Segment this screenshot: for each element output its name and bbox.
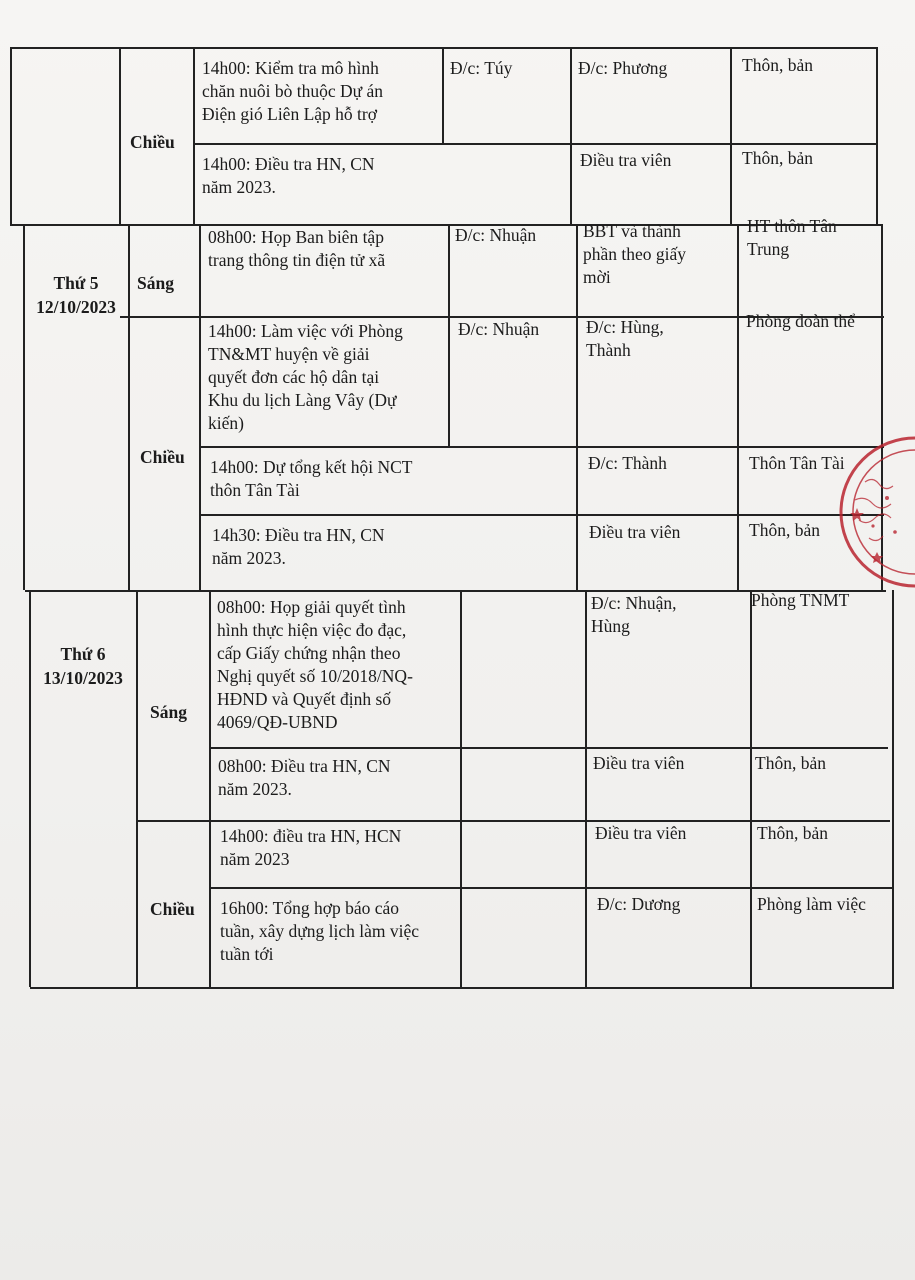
col-border: [193, 47, 195, 224]
row-content: 14h00: Điều tra HN, CN năm 2023.: [202, 154, 375, 197]
row-location: Thôn, bản: [742, 148, 813, 168]
row-leader: Đ/c: Túy: [450, 58, 513, 78]
session-label: Sáng: [137, 273, 174, 293]
col-border: [128, 224, 130, 590]
row-location: Phòng TNMT: [751, 590, 850, 610]
col-border: [570, 47, 572, 224]
row-content: 08h00: Họp giải quyết tình hình thực hiện việc đo đạc, cấp Giấy chứng nhận theo Nghị quyết số 10/2018/NQ- HĐND và Quyết định số 4069/QĐ-UBND: [217, 597, 413, 732]
row-content: 14h30: Điều tra HN, CN năm 2023.: [212, 525, 385, 568]
table-top-border: [10, 47, 878, 49]
day-label: Thứ 6: [60, 644, 106, 664]
col-border: [750, 590, 752, 987]
row-participants: Đ/c: Thành: [588, 453, 667, 473]
session-label: Chiều: [140, 447, 185, 467]
row-participants: Điều tra viên: [589, 522, 681, 542]
row-location: Phòng đoàn thể: [746, 311, 855, 331]
col-border: [209, 590, 211, 987]
row-participants: Đ/c: Phương: [578, 58, 668, 78]
row-divider: [200, 514, 884, 516]
row-location: Thôn Tân Tài: [749, 453, 845, 473]
row-location: Thôn, bản: [755, 753, 826, 773]
red-seal-stamp: [825, 432, 915, 592]
col-border: [585, 590, 587, 987]
day-date: 12/10/2023: [36, 297, 116, 317]
col-border: [119, 47, 121, 224]
row-participants: Điều tra viên: [595, 823, 687, 843]
col-border: [737, 224, 739, 590]
row-content: 14h00: Kiểm tra mô hình chăn nuôi bò thuộc Dự án Điện gió Liên Lập hỗ trợ: [202, 58, 384, 124]
row-content: 08h00: Điều tra HN, CN năm 2023.: [218, 756, 391, 799]
row-divider: [193, 143, 878, 145]
col-border: [10, 47, 12, 224]
col-border: [442, 47, 444, 143]
row-location: HT thôn Tân Trung: [747, 216, 837, 259]
session-label: Chiều: [150, 899, 195, 919]
row-divider: [210, 747, 888, 749]
row-leader: Đ/c: Nhuận: [455, 225, 537, 245]
row-location: Phòng làm việc: [757, 894, 866, 914]
session-label: Sáng: [150, 702, 187, 722]
col-border: [199, 224, 201, 590]
row-participants: Đ/c: Hùng, Thành: [586, 317, 664, 360]
day-label: Thứ 5: [53, 273, 99, 293]
row-location: Thôn, bản: [757, 823, 828, 843]
col-border: [460, 590, 462, 987]
row-content: 14h00: Làm việc với Phòng TN&MT huyện về giải quyết đơn các hộ dân tại Khu du lịch Làng Vây (Dự kiến): [208, 321, 403, 433]
row-content: 16h00: Tổng hợp báo cáo tuần, xây dựng lịch làm việc tuần tới: [220, 898, 420, 964]
col-border: [892, 590, 894, 987]
row-divider: [200, 446, 884, 448]
row-content: 14h00: Dự tổng kết hội NCT thôn Tân Tài: [210, 457, 413, 500]
row-participants: Điều tra viên: [580, 150, 672, 170]
row-location: Thôn, bản: [749, 520, 820, 540]
col-border: [136, 590, 138, 987]
row-leader: Đ/c: Nhuận: [458, 319, 540, 339]
col-border: [730, 47, 732, 224]
row-participants: Đ/c: Dương: [597, 894, 681, 914]
row-location: Thôn, bản: [742, 55, 813, 75]
row-content: 14h00: điều tra HN, HCN năm 2023: [220, 826, 402, 869]
col-border: [448, 224, 450, 446]
row-participants: Đ/c: Nhuận, Hùng: [591, 593, 677, 636]
row-participants: Điều tra viên: [593, 753, 685, 773]
session-label: Chiều: [130, 132, 175, 152]
col-border: [576, 224, 578, 590]
day-date: 13/10/2023: [43, 668, 123, 688]
row-participants: BBT và thành phần theo giấy mời: [583, 221, 687, 287]
row-content: 08h00: Họp Ban biên tập trang thông tin điện tử xã: [208, 227, 386, 270]
row-divider: [210, 887, 892, 889]
col-border: [876, 47, 878, 224]
table-bottom-border: [30, 987, 894, 989]
